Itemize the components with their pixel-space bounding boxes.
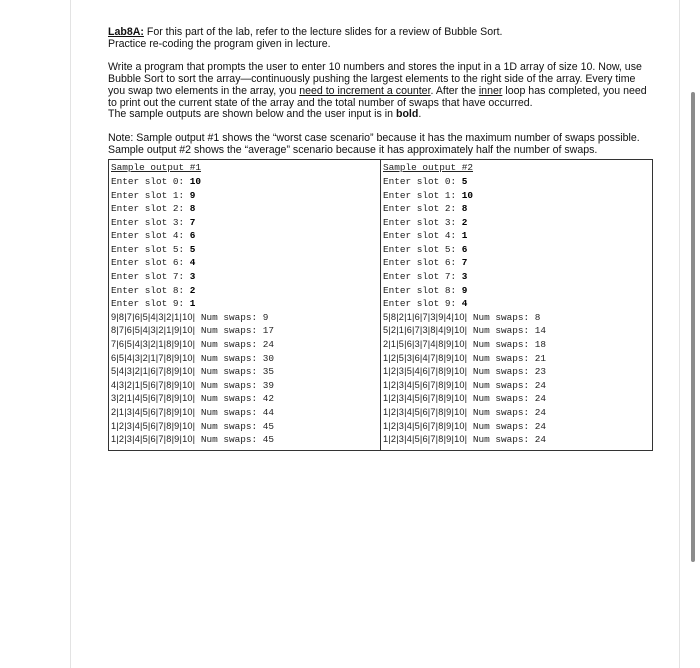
input-prompt: Enter slot 6: <box>111 257 190 269</box>
sample-output-2 <box>381 160 653 450</box>
array-state: 1|2|3|5|4|6|7|8|9|10| <box>383 366 468 377</box>
input-prompt: Enter slot 2: <box>383 203 462 215</box>
array-state: 1|2|3|4|5|6|7|8|9|10| <box>383 393 468 404</box>
user-input-value: 4 <box>189 257 196 269</box>
input-prompt: Enter slot 7: <box>383 271 462 283</box>
input-line <box>111 243 378 257</box>
sample-output-table <box>108 159 653 450</box>
array-state: 2|1|5|6|3|7|4|8|9|10| <box>383 339 468 350</box>
array-state: 3|2|1|4|5|6|7|8|9|10| <box>111 393 196 404</box>
intro-text-line2: Practice re-coding the program given in lecture. <box>108 37 331 50</box>
swap-count: Num swaps: 17 <box>200 325 275 337</box>
array-state: 2|1|3|4|5|6|7|8|9|10| <box>111 407 196 418</box>
array-state: 1|2|3|4|5|6|7|8|9|10| <box>383 379 468 390</box>
user-input-value: 10 <box>189 175 202 187</box>
instructions-text-a: Write a program that prompts the user to enter 10 numbers and stores the input in a 1D array of size 10. Now, use Bubble Sort to sort the array—continuously pushing the largest elements to the right side of the array. Every time you swap two elements in the array, you <box>108 61 642 97</box>
input-line <box>383 229 650 243</box>
swap-count: Num swaps: 45 <box>200 434 275 446</box>
swap-count: Num swaps: 21 <box>472 352 547 364</box>
input-prompt: Enter slot 9: <box>111 298 190 310</box>
intro-text: For this part of the lab, refer to the lecture slides for a review of Bubble Sort. <box>143 26 503 38</box>
swap-count: Num swaps: 24 <box>200 339 275 351</box>
swap-count: Num swaps: 30 <box>200 352 275 364</box>
array-state: 1|2|3|4|5|6|7|8|9|10| <box>111 420 196 431</box>
inner-emphasis: inner <box>478 84 503 97</box>
pass-line <box>111 352 378 366</box>
input-line <box>111 229 378 243</box>
swap-count: Num swaps: 42 <box>200 393 275 405</box>
pass-line <box>383 433 650 447</box>
swap-count: Num swaps: 23 <box>472 366 547 378</box>
pass-line <box>111 324 378 338</box>
user-input-value: 10 <box>461 189 474 201</box>
input-prompt: Enter slot 8: <box>111 284 190 296</box>
pass-line <box>111 379 378 393</box>
user-input-value: 8 <box>461 203 468 215</box>
pass-line <box>383 420 650 434</box>
pass-line <box>383 352 650 366</box>
pass-line <box>383 365 650 379</box>
user-input-value: 3 <box>189 271 196 283</box>
sample-title: Sample output #2 <box>383 162 474 174</box>
pass-line <box>383 311 650 325</box>
input-prompt: Enter slot 4: <box>383 230 462 242</box>
input-line <box>383 243 650 257</box>
sample-title: Sample output #1 <box>111 162 202 174</box>
input-prompt: Enter slot 3: <box>383 216 462 228</box>
swap-count: Num swaps: 8 <box>472 311 541 323</box>
array-state: 1|2|5|3|6|4|7|8|9|10| <box>383 352 468 363</box>
pass-line <box>111 338 378 352</box>
array-state: 5|8|2|1|6|7|3|9|4|10| <box>383 311 468 322</box>
scrollbar-thumb[interactable] <box>691 92 695 562</box>
user-input-value: 2 <box>189 284 196 296</box>
input-line <box>383 202 650 216</box>
array-state: 8|7|6|5|4|3|2|1|9|10| <box>111 325 196 336</box>
document-body <box>108 27 653 451</box>
user-input-value: 7 <box>461 257 468 269</box>
input-line <box>383 175 650 189</box>
user-input-value: 6 <box>189 230 196 242</box>
swap-count: Num swaps: 35 <box>200 366 275 378</box>
input-line <box>383 256 650 270</box>
input-prompt: Enter slot 4: <box>111 230 190 242</box>
input-prompt: Enter slot 9: <box>383 298 462 310</box>
user-input-value: 6 <box>461 243 468 255</box>
pass-line <box>383 392 650 406</box>
input-line <box>383 216 650 230</box>
pass-line <box>383 406 650 420</box>
input-line <box>111 284 378 298</box>
user-input-value: 7 <box>189 216 196 228</box>
input-line <box>111 202 378 216</box>
input-line <box>111 297 378 311</box>
input-prompt: Enter slot 0: <box>111 175 190 187</box>
input-line <box>111 216 378 230</box>
input-prompt: Enter slot 5: <box>111 243 190 255</box>
sample-intro-text: The sample outputs are shown below and the user input is in <box>108 108 396 121</box>
input-line <box>111 256 378 270</box>
user-input-value: 9 <box>189 189 196 201</box>
user-input-value: 8 <box>189 203 196 215</box>
swap-count: Num swaps: 24 <box>472 393 547 405</box>
user-input-value: 1 <box>461 230 468 242</box>
user-input-value: 9 <box>461 284 468 296</box>
user-input-value: 5 <box>461 175 468 187</box>
pass-line <box>111 420 378 434</box>
swap-count: Num swaps: 18 <box>472 339 547 351</box>
swap-count: Num swaps: 24 <box>472 379 547 391</box>
input-line <box>111 189 378 203</box>
array-state: 4|3|2|1|5|6|7|8|9|10| <box>111 379 196 390</box>
input-line <box>383 297 650 311</box>
swap-count: Num swaps: 24 <box>472 407 547 419</box>
sample-intro-end: . <box>418 108 422 121</box>
swap-count: Num swaps: 24 <box>472 434 547 446</box>
input-line <box>383 189 650 203</box>
input-prompt: Enter slot 2: <box>111 203 190 215</box>
input-line <box>383 270 650 284</box>
input-line <box>111 270 378 284</box>
pass-line <box>383 338 650 352</box>
instructions-text-b: . After the <box>430 84 479 97</box>
swap-count: Num swaps: 24 <box>472 420 547 432</box>
array-state: 9|8|7|6|5|4|3|2|1|10| <box>111 311 196 322</box>
sample-intro-paragraph <box>108 109 653 121</box>
pass-line <box>111 392 378 406</box>
swap-count: Num swaps: 9 <box>200 311 269 323</box>
input-prompt: Enter slot 6: <box>383 257 462 269</box>
array-state: 1|2|3|4|5|6|7|8|9|10| <box>383 420 468 431</box>
array-state: 5|2|1|6|7|3|8|4|9|10| <box>383 325 468 336</box>
note-paragraph: Note: Sample output #1 shows the “worst case scenario” because it has the maximum number of swaps possible. Sample output #2 shows the “average” scenario because it has approximately half the number of swaps. <box>108 131 640 156</box>
pass-line <box>111 311 378 325</box>
user-input-value: 4 <box>461 298 468 310</box>
sample-output-1 <box>109 160 381 450</box>
user-input-value: 5 <box>189 243 196 255</box>
intro-paragraph <box>108 27 653 50</box>
pass-line <box>383 324 650 338</box>
pass-line <box>111 365 378 379</box>
input-prompt: Enter slot 0: <box>383 175 462 187</box>
pass-line <box>111 406 378 420</box>
input-line <box>383 284 650 298</box>
array-state: 1|2|3|4|5|6|7|8|9|10| <box>383 407 468 418</box>
input-prompt: Enter slot 1: <box>111 189 190 201</box>
input-prompt: Enter slot 8: <box>383 284 462 296</box>
user-input-value: 2 <box>461 216 468 228</box>
instructions-text-c: loop has completed, you need to print out the current state of the array and the total number of swaps that have occurred. <box>108 84 647 109</box>
swap-count: Num swaps: 14 <box>472 325 547 337</box>
counter-emphasis: need to increment a counter <box>299 84 431 97</box>
array-state: 1|2|3|4|5|6|7|8|9|10| <box>383 434 468 445</box>
input-prompt: Enter slot 7: <box>111 271 190 283</box>
user-input-value: 1 <box>189 298 196 310</box>
input-prompt: Enter slot 3: <box>111 216 190 228</box>
array-state: 1|2|3|4|5|6|7|8|9|10| <box>111 434 196 445</box>
array-state: 5|4|3|2|1|6|7|8|9|10| <box>111 366 196 377</box>
pass-line <box>111 433 378 447</box>
lab-heading: Lab8A: <box>108 26 144 38</box>
input-line <box>111 175 378 189</box>
swap-count: Num swaps: 39 <box>200 379 275 391</box>
array-state: 6|5|4|3|2|1|7|8|9|10| <box>111 352 196 363</box>
swap-count: Num swaps: 45 <box>200 420 275 432</box>
swap-count: Num swaps: 44 <box>200 407 275 419</box>
user-input-value: 3 <box>461 271 468 283</box>
instructions-paragraph <box>108 62 653 109</box>
pass-line <box>383 379 650 393</box>
input-prompt: Enter slot 5: <box>383 243 462 255</box>
array-state: 7|6|5|4|3|2|1|8|9|10| <box>111 339 196 350</box>
input-prompt: Enter slot 1: <box>383 189 462 201</box>
bold-word: bold <box>395 108 419 121</box>
